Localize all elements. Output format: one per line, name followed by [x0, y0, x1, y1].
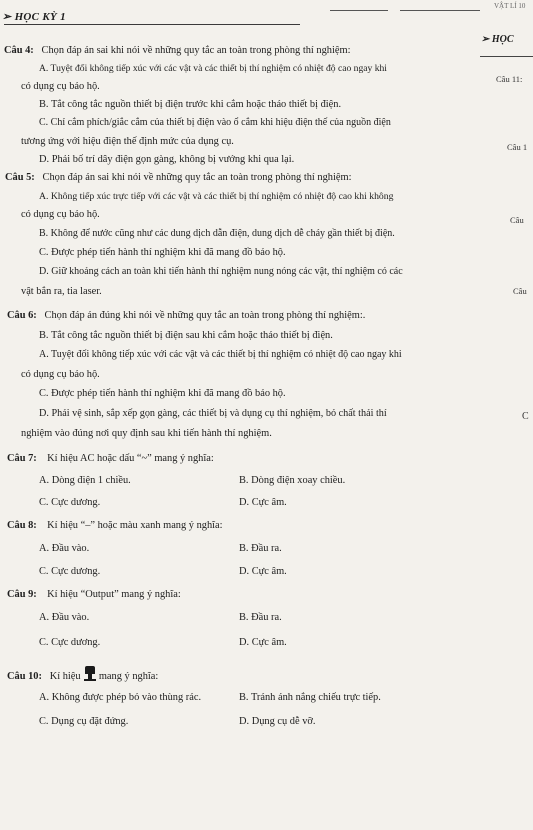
option-c: C. Cực dương. — [39, 637, 101, 648]
option-b: B. Tắt công tắc nguồn thiết bị điện sau khi cắm hoặc tháo thiết bị điện. — [39, 330, 333, 341]
adjacent-question-label: Câu 11: — [496, 74, 523, 84]
option-d: D. Cực âm. — [239, 497, 287, 508]
section-title: HỌC KỲ 1 — [14, 11, 66, 23]
adjacent-page-header: ➢ HỌC — [481, 34, 514, 45]
adjacent-question-label: Câu — [513, 286, 527, 296]
option-c: C. Cực dương. — [39, 497, 101, 508]
question-number: Câu 6: — [7, 310, 37, 321]
option-b: B. Đầu ra. — [239, 612, 282, 623]
question-stem: Kí hiệu “Output” mang ý nghĩa: — [47, 589, 181, 600]
question-number: Câu 4: — [4, 45, 34, 56]
option-c: C. Cực dương. — [39, 566, 101, 577]
option-d: D. Cực âm. — [239, 566, 287, 577]
header-rule-right-1 — [330, 10, 388, 11]
adjacent-question-label: C — [522, 411, 529, 422]
question-5 — [5, 171, 351, 184]
option-c: C. Dụng cụ đặt đứng. — [39, 716, 129, 727]
option-d: D. Dụng cụ dễ vỡ. — [239, 716, 316, 727]
option-b: B. Dòng điện xoay chiều. — [239, 475, 346, 486]
question-number: Câu 7: — [7, 453, 37, 464]
option-a: A. Không tiếp xúc trực tiếp với các vật và các thiết bị thí nghiệm có nhiệt độ cao khi không — [39, 191, 394, 202]
question-7 — [7, 452, 214, 465]
question-number: Câu 8: — [7, 520, 37, 531]
option-b: B. Đầu ra. — [239, 543, 282, 554]
hazard-pictogram-icon — [84, 668, 95, 681]
question-stem: Chọn đáp án sai khi nói về những quy tắc an toàn trong phòng thí nghiệm: — [42, 172, 352, 183]
option-a: A. Tuyệt đối không tiếp xúc với các vật và các thiết bị thí nghiệm có nhiệt độ cao ngay khi — [39, 349, 402, 360]
option-a-cont: có dụng cụ bảo hộ. — [21, 369, 100, 380]
header-rule-right-2 — [400, 10, 480, 11]
option-d-cont: nghiệm vào đúng nơi quy định sau khi tiến hành thí nghiệm. — [21, 428, 272, 439]
option-a: A. Không được phép bỏ vào thùng rác. — [39, 692, 202, 703]
question-8 — [7, 519, 223, 532]
option-a-cont: có dụng cụ bảo hộ. — [21, 209, 100, 220]
option-c: C. Chỉ cắm phích/giắc cắm của thiết bị điện vào ổ cắm khi hiệu điện thế của nguồn điện — [39, 117, 391, 128]
option-a-cont: có dụng cụ bảo hộ. — [21, 81, 100, 92]
question-stem: Kí hiệu AC hoặc dấu “~” mang ý nghĩa: — [47, 453, 214, 464]
adjacent-question-label: Câu — [510, 215, 524, 225]
adjacent-page-title: HỌC — [491, 34, 514, 45]
option-a: A. Đầu vào. — [39, 543, 90, 554]
option-b: B. Tránh ánh nắng chiếu trực tiếp. — [239, 692, 381, 703]
header-rule — [4, 24, 300, 25]
option-b: B. Tắt công tắc nguồn thiết bị điện trước khi cắm hoặc tháo thiết bị điện. — [39, 99, 342, 110]
option-d: D. Phải bố trí dây điện gọn gàng, không bị vướng khi qua lại. — [39, 154, 295, 165]
question-stem: Chọn đáp án đúng khi nói về những quy tắc an toàn trong phòng thí nghiệm:. — [44, 310, 366, 321]
question-6 — [7, 309, 365, 322]
option-d: D. Giữ khoảng cách an toàn khi tiến hành thí nghiệm nung nóng các vật, thí nghiệm có các — [39, 266, 403, 277]
option-a: A. Đầu vào. — [39, 612, 90, 623]
question-stem: Chọn đáp án sai khi nói về những quy tắc an toàn trong phòng thí nghiệm: — [41, 45, 351, 56]
adjacent-page-rule — [480, 56, 533, 57]
option-c: C. Được phép tiến hành thí nghiệm khi đã mang đồ bảo hộ. — [39, 388, 286, 399]
question-number: Câu 10: — [7, 671, 42, 682]
question-4 — [4, 44, 350, 57]
question-number: Câu 9: — [7, 589, 37, 600]
question-9 — [7, 588, 181, 601]
option-c: C. Được phép tiến hành thí nghiệm khi đã mang đồ bảo hộ. — [39, 247, 286, 258]
page-corner-label: VẬT LÍ 10 — [494, 2, 526, 10]
option-a: A. Tuyệt đối không tiếp xúc với các vật và các thiết bị thí nghiệm có nhiệt độ cao ngay khi — [39, 63, 387, 74]
option-c-cont: tương ứng với hiệu điện thế định mức của dụng cụ. — [21, 136, 234, 147]
option-d: D. Phải vệ sinh, sắp xếp gọn gàng, các thiết bị và dụng cụ thí nghiệm, bỏ chất thải thí — [39, 408, 387, 419]
question-stem: Kí hiệu “–” hoặc màu xanh mang ý nghĩa: — [47, 520, 223, 531]
option-d: D. Cực âm. — [239, 637, 287, 648]
question-stem-pre: Kí hiệu — [49, 671, 81, 682]
question-number: Câu 5: — [5, 172, 35, 183]
option-a: A. Dòng điện 1 chiều. — [39, 475, 131, 486]
option-b: B. Không để nước cũng như các dung dịch dẫn điện, dung dịch dễ cháy gần thiết bị điện. — [39, 228, 395, 239]
option-d-cont: vật bắn ra, tia laser. — [21, 286, 102, 297]
question-stem-post: mang ý nghĩa: — [98, 671, 159, 682]
adjacent-question-label: Câu 1 — [507, 142, 528, 152]
section-header: ➢ HỌC KỲ 1 — [2, 11, 66, 23]
question-10 — [7, 668, 158, 683]
